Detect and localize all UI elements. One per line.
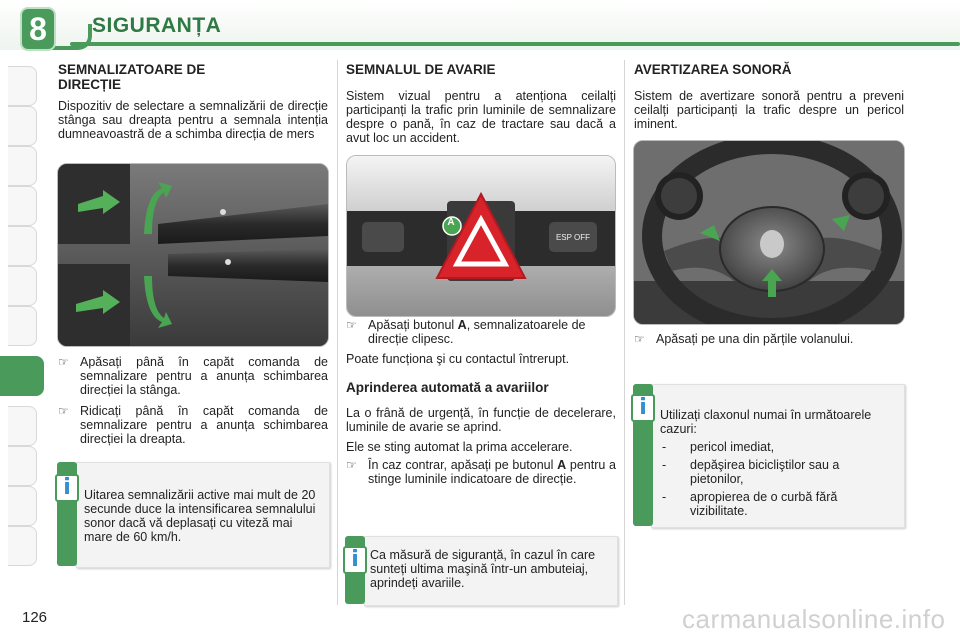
bullet-text-post: , semnalizatoarele de direcție clipesc.: [368, 318, 586, 346]
turn-signals-bullets: [58, 355, 328, 446]
header-rule: [70, 42, 960, 46]
chapter-tab[interactable]: [8, 266, 37, 306]
bullet-text-post: pentru a stinge luminile indicatoare de direcție.: [368, 458, 616, 486]
hazard-section: [346, 62, 616, 145]
info-icon: i: [55, 474, 79, 502]
dash-marker: -: [662, 490, 667, 504]
pointing-hand-icon: ☞: [346, 318, 357, 332]
button-a-label: A: [447, 217, 455, 228]
chapter-tab[interactable]: [8, 486, 37, 526]
horn-info-intro: Utilizați claxonul numai în următoarele cazuri:: [660, 408, 872, 436]
chapter-tab[interactable]: [8, 306, 37, 346]
hazard-note: Poate funcționa şi cu contactul întrerupt.: [346, 352, 570, 366]
auto-hazard-text-1: La o frână de urgență, în funcție de decelerare, luminile de avarie se aprind.: [346, 406, 616, 434]
button-a-ref: A: [557, 458, 567, 472]
horn-info-item: [660, 440, 896, 454]
turn-signal-stalk-illustration: [58, 164, 328, 346]
chapter-tab[interactable]: [8, 406, 37, 446]
info-box-text: Uitarea semnalizării active mai mult de 20 secunde duce la intensificarea semnalului sonor dacă vă deplasați cu viteză mai mare de 60 km/h.: [84, 488, 316, 544]
column-divider: [624, 60, 625, 605]
bullet-text-pre: Apăsați butonul: [368, 318, 458, 332]
horn-info-item-text: apropierea de o curbă fără vizibilitate.: [690, 490, 838, 518]
chapter-tab[interactable]: [8, 146, 37, 186]
turn-signals-title: [58, 62, 328, 92]
turn-signals-title-line2: DIRECȚIE: [58, 77, 122, 92]
watermark: carmanualsonline.info: [682, 604, 946, 634]
bullet-text-pre: În caz contrar, apăsați pe butonul: [368, 458, 558, 472]
hazard-title: SEMNALUL DE AVARIE: [346, 62, 496, 77]
bullet-text: Apăsați pe una din părțile volanului.: [656, 332, 854, 346]
auto-hazard-text-2: Ele se sting automat la prima accelerare.: [346, 440, 573, 454]
info-box-text: Ca măsură de siguranță, în cazul în care sunteți ultima maşină într-un ambuteiaj, aprindeți avariile.: [370, 548, 596, 590]
horn-info-content: [660, 408, 896, 518]
horn-section: [634, 62, 904, 131]
steering-wheel-photo: [633, 140, 905, 325]
button-a-ref: A: [457, 318, 467, 332]
horn-info-item: [660, 458, 896, 486]
chapter-tab[interactable]: [8, 66, 37, 106]
info-icon: i: [631, 394, 655, 422]
pointing-hand-icon: ☞: [58, 404, 69, 418]
chapter-number-badge: 8: [22, 9, 54, 49]
turn-signals-section: [58, 62, 328, 141]
pointing-hand-icon: ☞: [634, 332, 645, 346]
chapter-tab[interactable]: [8, 226, 37, 266]
bullet-item: [634, 332, 926, 346]
bullet-text: Apăsați până în capăt comanda de semnalizare pentru a anunța schimbarea direcției la stânga.: [80, 355, 328, 397]
info-icon: i: [343, 546, 367, 574]
bullet-item: [58, 404, 328, 446]
horn-intro: Sistem de avertizare sonoră pentru a preveni ceilalți participanți la trafic despre un pericol iminent.: [634, 89, 904, 131]
steering-wheel-illustration: [634, 141, 904, 324]
page-number: 126: [22, 609, 48, 626]
pointing-hand-icon: ☞: [58, 355, 69, 369]
horn-title: AVERTIZAREA SONORĂ: [634, 62, 792, 77]
hazard-intro: Sistem vizual pentru a atenționa ceilalți participanți la trafic prin luminile de semnalizare despre o pană, în caz de tractare sau dacă a avut loc un accident.: [346, 89, 616, 145]
bullet-item: [58, 355, 328, 397]
chapter-tab[interactable]: [8, 106, 37, 146]
chapter-tab[interactable]: [8, 446, 37, 486]
esp-off-label: ESP OFF: [555, 233, 591, 242]
dash-marker: -: [662, 440, 667, 454]
auto-hazard-subtitle: Aprinderea automată a avariilor: [346, 380, 549, 395]
chapter-tab[interactable]: [8, 186, 37, 226]
horn-info-item-text: depăşirea bicicliştilor sau a pietonilor,: [690, 458, 840, 486]
turn-signal-stalk-photo: [57, 163, 329, 347]
turn-signals-intro: Dispozitiv de selectare a semnalizării de direcție stânga sau dreapta pentru a semnala intenția dumneavoastră de a schimba direcția de mers: [58, 99, 328, 141]
chapter-title: SIGURANȚA: [92, 14, 222, 37]
horn-info-item-text: pericol imediat,: [690, 440, 775, 454]
hazard-details: [346, 318, 616, 486]
bullet-text: Ridicați până în capăt comanda de semnalizare pentru a anunța schimbarea direcției la dreapta.: [80, 404, 328, 446]
pointing-hand-icon: ☞: [346, 458, 357, 472]
bullet-item: [346, 318, 616, 346]
bullet-item: [346, 458, 616, 486]
turn-signals-title-line1: SEMNALIZATOARE DE: [58, 62, 206, 77]
column-divider: [337, 60, 338, 605]
chapter-tab-active[interactable]: [0, 356, 44, 396]
dash-marker: -: [662, 458, 667, 472]
chapter-tab[interactable]: [8, 526, 37, 566]
horn-info-item: [660, 490, 896, 518]
